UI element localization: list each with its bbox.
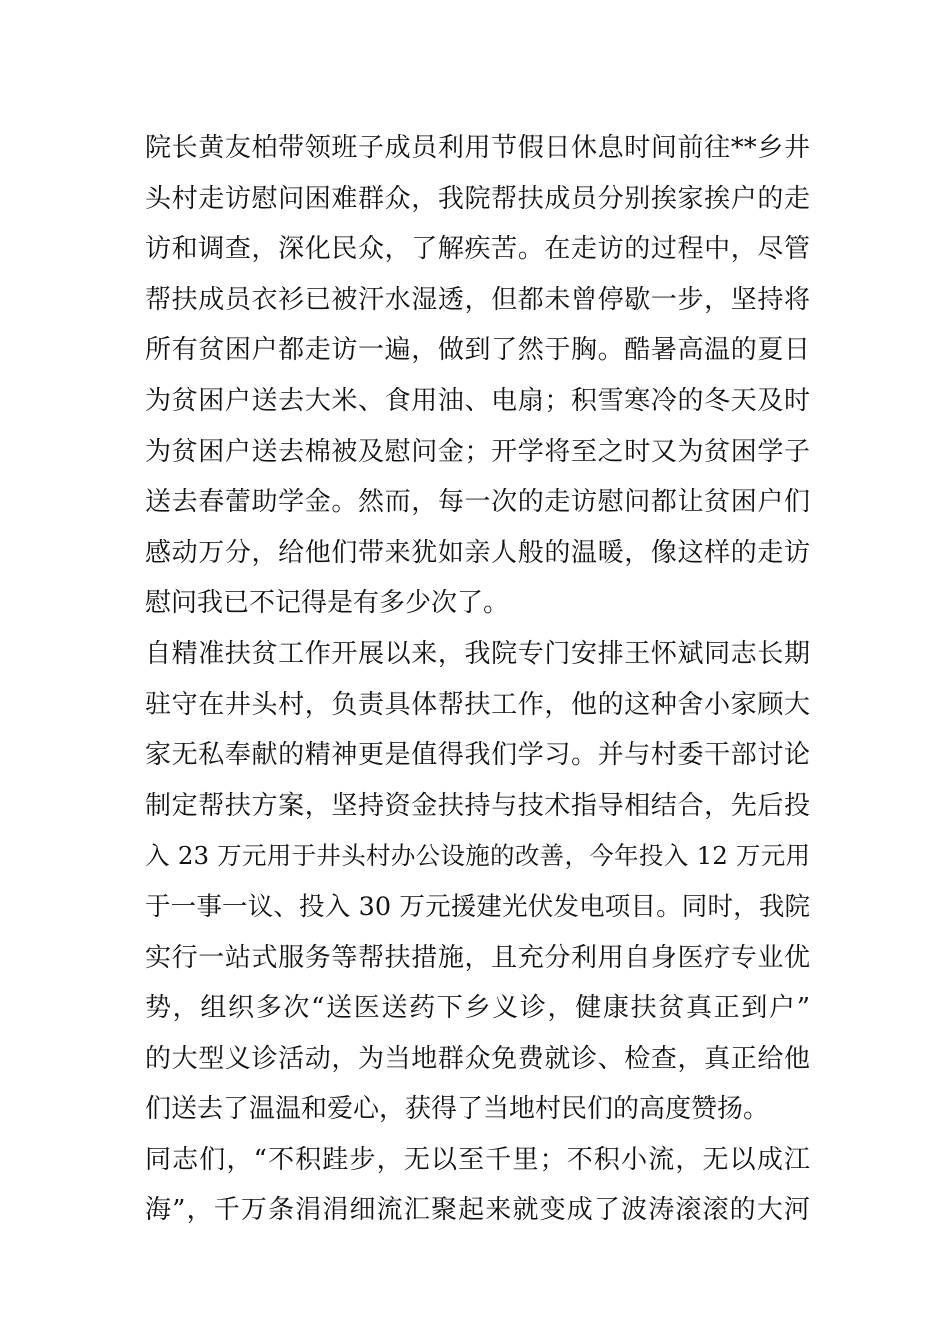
paragraph-1 — [145, 123, 810, 629]
text-line: 同志们，“不积跬步，无以至千里；不积小流，无以成江 — [145, 1144, 810, 1175]
text-line: 海”，千万条涓涓细流汇聚起来就变成了波涛滚滚的大河 — [145, 1195, 810, 1226]
text-line: 院长黄友柏带领班子成员利用节假日休息时间前往**乡井 — [145, 133, 810, 163]
text-line: 们送去了温温和爱心，获得了当地村民们的高度赞扬。 — [145, 1094, 770, 1125]
text-line: 自精准扶贫工作开展以来，我院专门安排王怀斌同志长期 — [145, 638, 810, 669]
text-line: 头村走访慰问困难群众，我院帮扶成员分别挨家挨户的走 — [145, 183, 810, 214]
text-line: 驻守在井头村，负责具体帮扶工作，他的这种舍小家顾大 — [145, 689, 810, 720]
paragraph-3 — [145, 1135, 810, 1236]
text-line: 访和调查，深化民众，了解疾苦。在走访的过程中，尽管 — [145, 234, 810, 265]
text-line: 帮扶成员衣衫已被汗水湿透，但都未曾停歇一步，坚持将 — [145, 284, 810, 315]
text-line: 慰问我已不记得是有多少次了。 — [145, 588, 510, 619]
text-line: 送去春蕾助学金。然而，每一次的走访慰问都让贫困户们 — [145, 487, 810, 518]
text-line: 于一事一议、投入 30 万元援建光伏发电项目。同时，我院 — [145, 891, 810, 922]
text-line: 所有贫困户都走访一遍，做到了然于胸。酷暑高温的夏日 — [145, 335, 810, 366]
text-line: 为贫困户送去大米、食用油、电扇；积雪寒冷的冬天及时 — [145, 385, 810, 416]
text-line: 为贫困户送去棉被及慰问金；开学将至之时又为贫困学子 — [145, 436, 810, 467]
text-line: 的大型义诊活动，为当地群众免费就诊、检查，真正给他 — [145, 1043, 810, 1074]
document-body — [145, 123, 810, 1236]
text-line: 感动万分，给他们带来犹如亲人般的温暖，像这样的走访 — [145, 537, 810, 568]
text-line: 实行一站式服务等帮扶措施，且充分利用自身医疗专业优 — [145, 942, 810, 973]
text-line: 制定帮扶方案，坚持资金扶持与技术指导相结合，先后投 — [145, 790, 810, 821]
text-line: 势，组织多次“送医送药下乡义诊，健康扶贫真正到户” — [145, 993, 810, 1024]
text-line: 入 23 万元用于井头村办公设施的改善，今年投入 12 万元用 — [145, 841, 810, 871]
paragraph-2 — [145, 629, 810, 1135]
text-line: 家无私奉献的精神更是值得我们学习。并与村委干部讨论 — [145, 740, 810, 771]
